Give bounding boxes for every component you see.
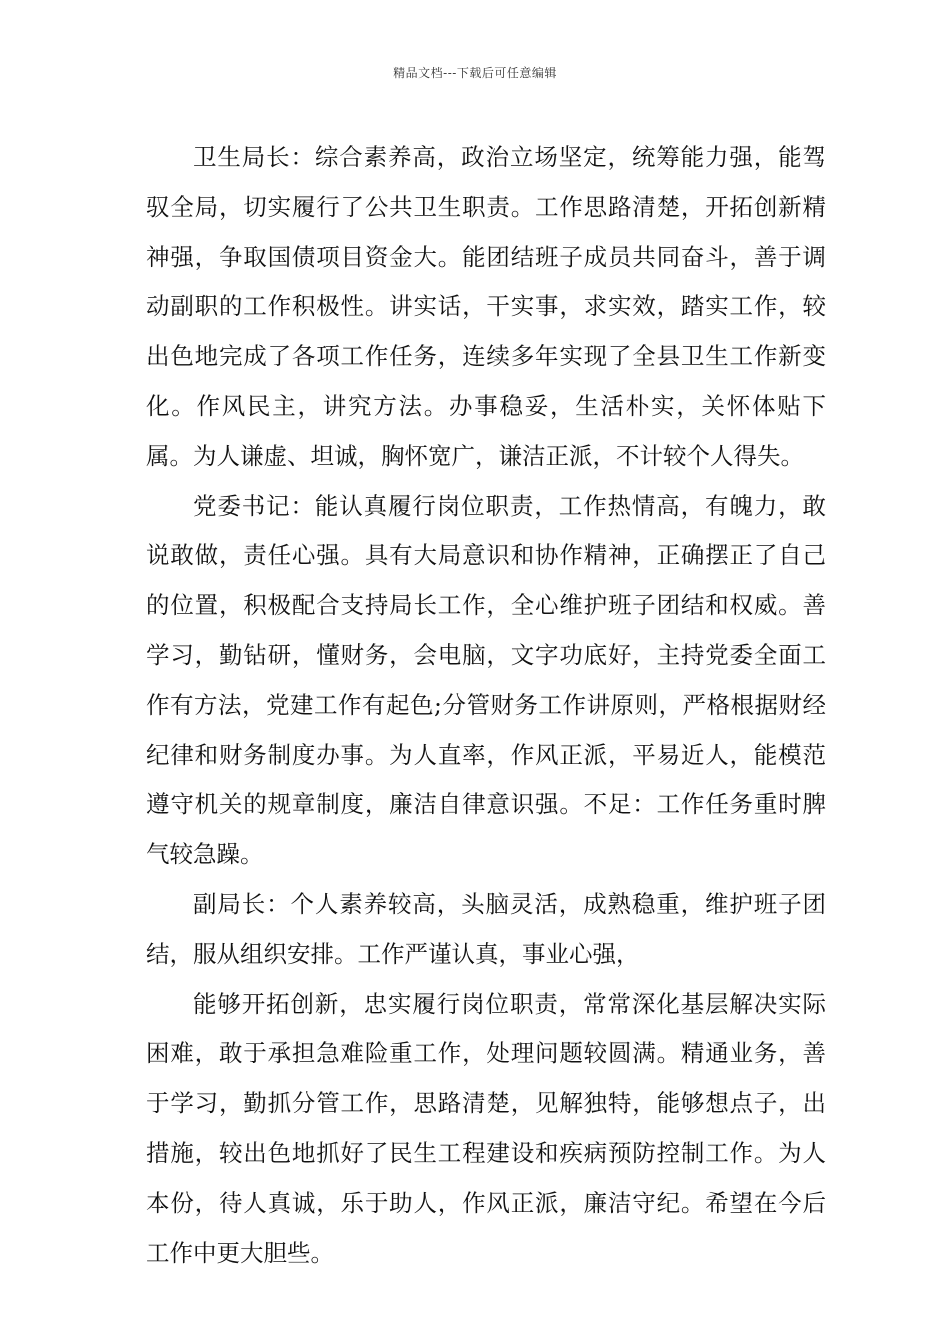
paragraph-director: 卫生局长：综合素养高，政治立场坚定，统筹能力强，能驾驭全局，切实履行了公共卫生职责。工作思路清楚，开拓创新精神强，争取国债项目资金大。能团结班子成员共同奋斗，善于调动副职的工作积极性。讲实话，干实事，求实效，踏实工作，较出色地完成了各项工作任务，连续多年实现了全县卫生工作新变化。作风民主，讲究方法。办事稳妥，生活朴实，关怀体贴下属。为人谦虚、坦诚，胸怀宽广，谦洁正派，不计较个人得失。 [146, 143, 826, 470]
document-body [146, 133, 826, 1278]
paragraph-deputy-director: 副局长：个人素养较高，头脑灵活，成熟稳重，维护班子团结，服从组织安排。工作严谨认真，事业心强， [146, 889, 826, 968]
page-header: 精品文档---下载后可任意编辑 [393, 66, 557, 80]
paragraph-party-secretary: 党委书记：能认真履行岗位职责，工作热情高，有魄力，敢说敢做，责任心强。具有大局意识和协作精神，正确摆正了自己的位置，积极配合支持局长工作，全心维护班子团结和权威。善学习，勤钻研，懂财务，会电脑，文字功底好，主持党委全面工作有方法，党建工作有起色;分管财务工作讲原则，严格根据财经纪律和财务制度办事。为人直率，作风正派，平易近人，能模范遵守机关的规章制度，廉洁自律意识强。不足：工作任务重时脾气较急躁。 [146, 491, 826, 869]
paragraph-deputy-director-continued: 能够开拓创新，忠实履行岗位职责，常常深化基层解决实际困难，敢于承担急难险重工作，处理问题较圆满。精通业务，善于学习，勤抓分管工作，思路清楚，见解独特，能够想点子，出措施，较出色地抓好了民生工程建设和疾病预防控制工作。为人本份，待人真诚，乐于助人，作风正派，廉洁守纪。希望在今后工作中更大胆些。 [146, 989, 826, 1267]
